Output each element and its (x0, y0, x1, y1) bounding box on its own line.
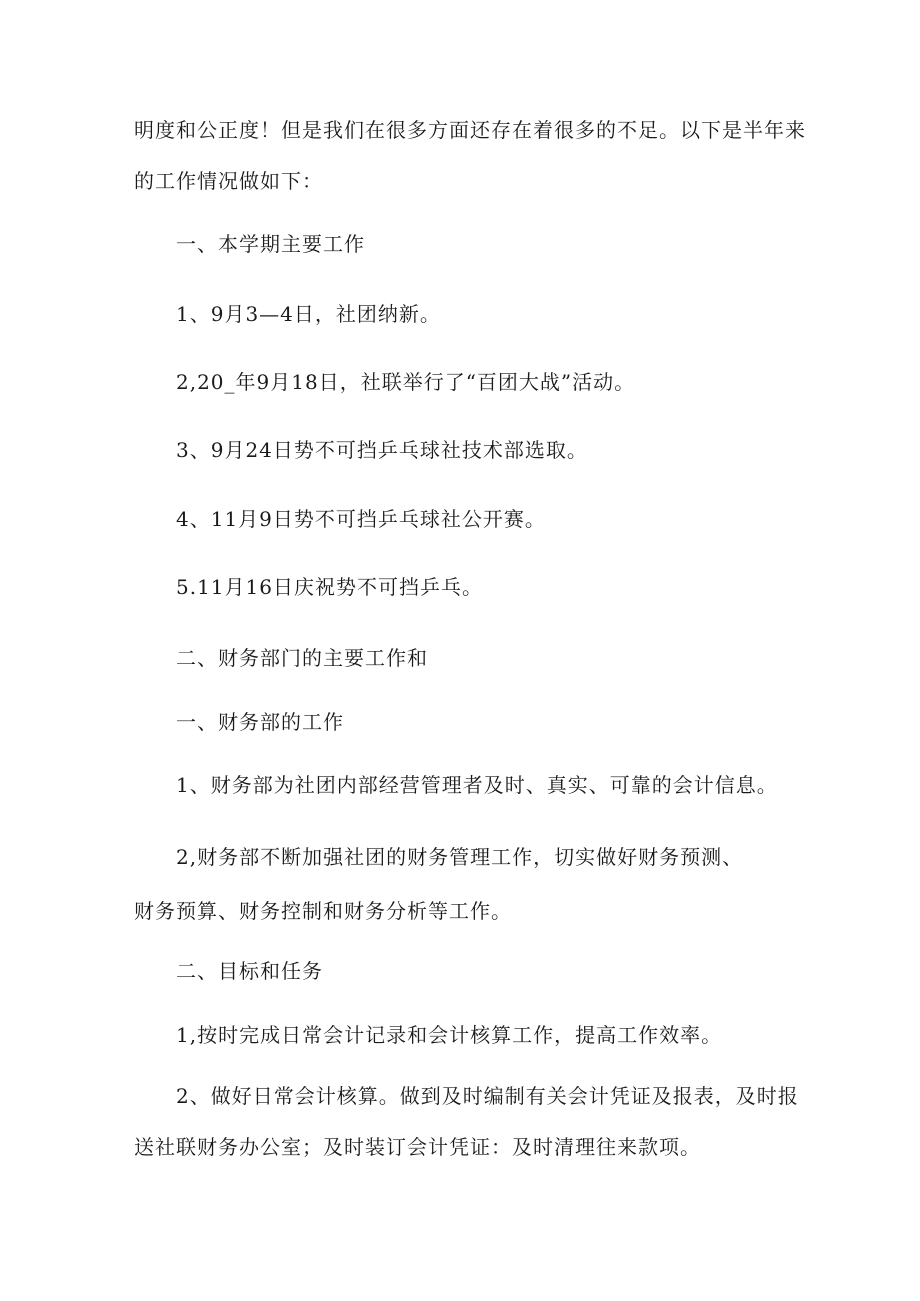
paragraph-line: 明度和公正度！但是我们在很多方面还存在着很多的不足。以下是半年来 (134, 118, 806, 142)
list-item: 5.11月16日庆祝势不可挡乒乓。 (176, 575, 483, 599)
list-item: 2,财务部不断加强社团的财务管理工作，切实做好财务预测、 (176, 845, 744, 869)
list-item: 1、财务部为社团内部经营管理者及时、真实、可靠的会计信息。 (176, 773, 778, 797)
list-item: 2,20_年9月18日，社联举行了“百团大战”活动。 (176, 370, 636, 394)
list-item-continuation: 送社联财务办公室；及时装订会计凭证：及时清理往来款项。 (134, 1135, 701, 1159)
list-item: 4、11月9日势不可挡乒乓球社公开赛。 (176, 507, 546, 531)
paragraph-line: 的工作情况做如下： (134, 169, 323, 193)
list-item: 3、9月24日势不可挡乒乓球社技术部选取。 (176, 438, 588, 462)
section-heading: 二、目标和任务 (176, 959, 323, 983)
section-heading: 二、财务部门的主要工作和 (176, 646, 428, 670)
list-item-continuation: 财务预算、财务控制和财务分析等工作。 (134, 899, 512, 923)
section-heading: 一、财务部的工作 (176, 710, 344, 734)
list-item: 2、做好日常会计核算。做到及时编制有关会计凭证及报表，及时报 (176, 1084, 799, 1108)
list-item: 1,按时完成日常会计记录和会计核算工作，提高工作效率。 (176, 1023, 723, 1047)
list-item: 1、9月3—4日，社团纳新。 (176, 302, 441, 326)
section-heading: 一、本学期主要工作 (176, 232, 365, 256)
